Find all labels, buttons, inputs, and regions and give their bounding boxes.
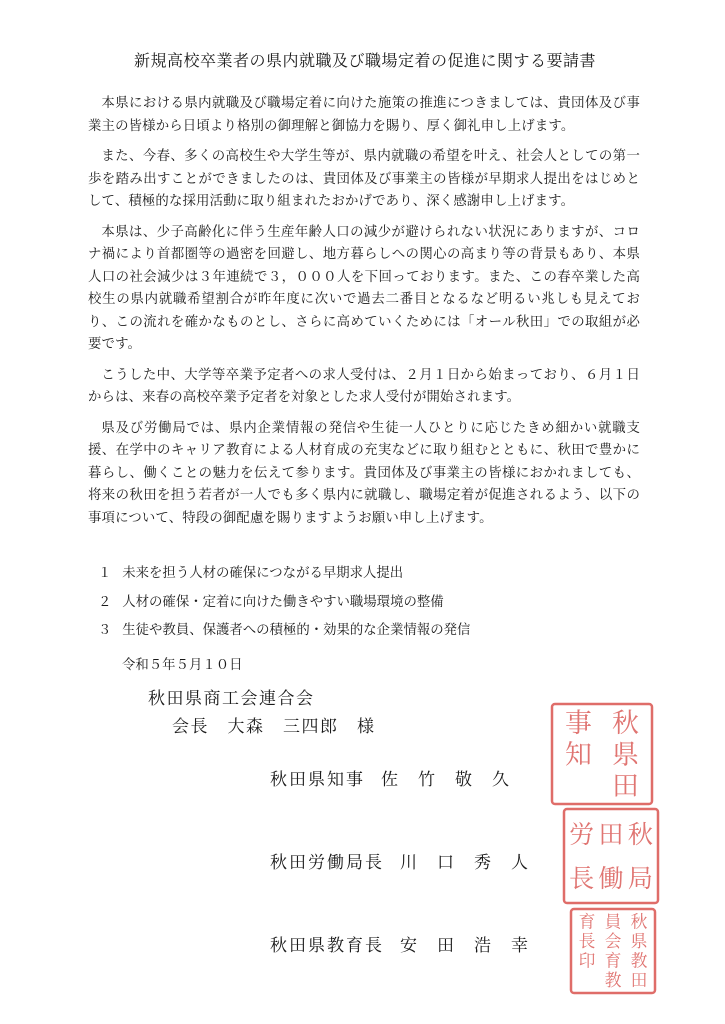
- seal-stamp-graphic: [567, 905, 659, 997]
- paragraph-3: 本県は、少子高齢化に伴う生産年齢人口の減少が避けられない状況にありますが、コロナ禍により首都圏等の過密を回避し、地方暮らしへの関心の高まり等の背景もあり、本県人口の社会減少は３年連続で３，０００人を下回っております。また、この春卒業した高校生の県内就職希望割合が昨年度に次いで過去二番目となるなど明るい兆しも見えており、この流れを確かなものとし、さらに高めていくためには「オール秋田」での取組が必要です。: [88, 224, 640, 352]
- seal-character: 教: [630, 950, 648, 971]
- signer-title: 秋田県知事: [270, 770, 365, 790]
- seal-character: 秋: [612, 708, 639, 740]
- request-items-list: [98, 563, 470, 649]
- request-item-text: 生徒や教員、保護者への積極的・効果的な企業情報の発信: [122, 623, 471, 638]
- seal-stamp-graphic: [560, 805, 662, 907]
- seal-character: 育: [604, 950, 622, 971]
- seal-character: 事: [565, 708, 592, 740]
- seal-character: 労: [569, 819, 595, 849]
- seal-stamp-graphic: [548, 700, 656, 808]
- signer-labor-bureau-chief: [270, 848, 548, 873]
- signer-name: 安田浩幸: [400, 936, 548, 956]
- paragraph-4: こうした中、大学等卒業予定者への求人受付は、２月１日から始まっており、６月１日からは、来春の高校卒業予定者を対象とした求人受付が開始されます。: [88, 367, 640, 405]
- addressee-organization: 秋田県商工会連合会: [148, 689, 315, 709]
- seal-character: 育: [578, 911, 596, 932]
- request-item: [98, 592, 470, 621]
- document-title: 新規高校卒業者の県内就職及び職場定着の促進に関する要請書: [133, 51, 596, 70]
- seal-character: 県: [612, 739, 639, 771]
- signer-title: 秋田労働局長: [270, 853, 384, 873]
- seal-character: 印: [578, 950, 596, 971]
- request-item-text: 未来を担う人材の確保につながる早期求人提出: [122, 566, 404, 581]
- signer-governor: [270, 765, 529, 790]
- request-item-text: 人材の確保・定着に向けた働きやすい職場環境の整備: [122, 594, 444, 610]
- paragraph-2: また、今春、多くの高校生や大学生等が、県内就職の希望を叶え、社会人としての第一歩を踏み出すことができましたのは、貴団体及び事業主の皆様が早期求人提出をはじめとして、積極的な採用活動に取り組まれたおかげであり、深く感謝申し上げます。: [88, 149, 640, 209]
- seal-character: 田: [630, 970, 648, 991]
- seal-character: 会: [604, 931, 622, 952]
- paragraph-1: 本県における県内就職及び職場定着に向けた施策の推進につきましては、貴団体及び事業主の皆様から日頃より格別の御理解と御協力を賜り、厚く御礼申し上げます。: [88, 96, 640, 134]
- seal-character: 長: [578, 931, 596, 952]
- education-board-seal: [567, 905, 659, 997]
- addressee-name: 会長 大森 三四郎 様: [172, 717, 376, 737]
- seal-character: 働: [598, 863, 624, 893]
- request-item: [98, 620, 470, 649]
- document-date: 令和５年５月１０日: [122, 658, 243, 673]
- request-item-number: ２: [98, 594, 112, 610]
- seal-character: 秋: [627, 819, 653, 849]
- seal-character: 教: [604, 970, 622, 991]
- signer-superintendent: [270, 931, 548, 956]
- request-item-number: ３: [98, 623, 112, 638]
- seal-character: 田: [598, 819, 624, 849]
- seal-character: 員: [604, 911, 622, 932]
- signer-name: 川口秀人: [400, 853, 548, 873]
- seal-character: 局: [627, 863, 653, 893]
- seal-character: 田: [612, 770, 639, 802]
- document-body: [88, 93, 640, 538]
- request-item-number: １: [98, 566, 112, 581]
- seal-character: 県: [630, 931, 648, 952]
- seal-character: 知: [565, 739, 592, 771]
- request-item: [98, 563, 470, 592]
- seal-character: 秋: [630, 911, 648, 932]
- signer-name: 佐竹敬久: [381, 770, 529, 790]
- paragraph-5: 県及び労働局では、県内企業情報の発信や生徒一人ひとりに応じたきめ細かい就職支援、在学中のキャリア教育による人材育成の充実などに取り組むとともに、秋田で豊かに暮らし、働くことの魅力を伝えて参ります。貴団体及び事業主の皆様におかれましても、将来の秋田を担う若者が一人でも多く県内に就職し、職場定着が促進されるよう、以下の事項について、特段の御配慮を賜りますようお願い申し上げます。: [88, 420, 640, 526]
- signer-title: 秋田県教育長: [270, 936, 384, 956]
- labor-bureau-seal: [560, 805, 662, 907]
- seal-character: 長: [569, 863, 595, 893]
- governor-seal: [548, 700, 656, 808]
